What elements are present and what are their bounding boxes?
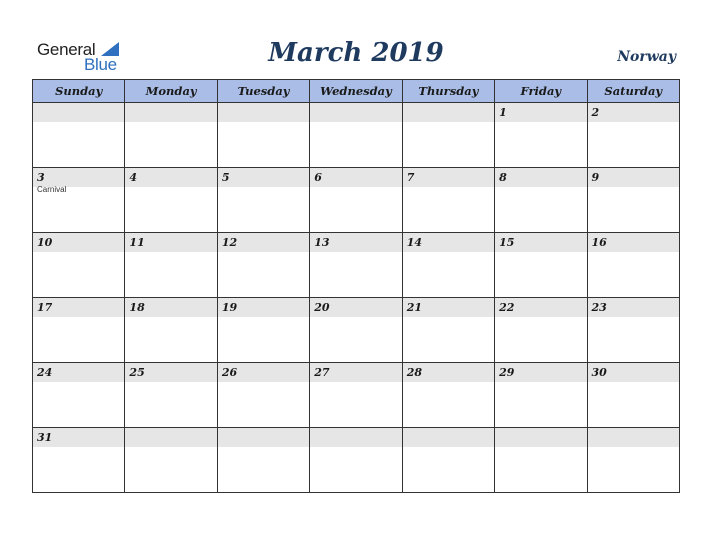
weekday-sunday: Sunday: [33, 80, 125, 103]
day-number: [125, 103, 216, 122]
day-number: 2: [588, 103, 679, 122]
day-cell: [125, 168, 217, 233]
day-cell: [125, 298, 217, 363]
day-number: [33, 103, 124, 122]
day-number: [588, 428, 679, 447]
day-cell: [33, 298, 125, 363]
day-number: 29: [495, 363, 586, 382]
day-number: 30: [588, 363, 679, 382]
day-number: [403, 103, 494, 122]
day-cell: [587, 428, 679, 493]
day-cell: [33, 103, 125, 168]
day-cell: [587, 233, 679, 298]
day-cell: [495, 168, 587, 233]
day-number: 12: [218, 233, 309, 252]
day-number: 13: [310, 233, 401, 252]
day-cell: [402, 428, 494, 493]
day-cell: [217, 103, 309, 168]
day-number: 19: [218, 298, 309, 317]
day-cell: [33, 363, 125, 428]
day-cell: [217, 233, 309, 298]
day-cell: [587, 363, 679, 428]
weekday-saturday: Saturday: [587, 80, 679, 103]
day-number: 14: [403, 233, 494, 252]
day-cell: [125, 428, 217, 493]
day-cell: [402, 103, 494, 168]
day-cell: [217, 363, 309, 428]
day-cell: [495, 363, 587, 428]
day-cell: [495, 428, 587, 493]
day-number: [310, 103, 401, 122]
day-number: 31: [33, 428, 124, 447]
day-number: 5: [218, 168, 309, 187]
day-cell: [125, 363, 217, 428]
day-number: 27: [310, 363, 401, 382]
logo-text-blue: Blue: [84, 55, 117, 74]
day-cell: [33, 233, 125, 298]
day-cell: [310, 298, 402, 363]
week-row: [33, 363, 680, 428]
day-number: 28: [403, 363, 494, 382]
day-cell: [125, 233, 217, 298]
day-number: 23: [588, 298, 679, 317]
day-number: 8: [495, 168, 586, 187]
day-number: [218, 428, 309, 447]
day-number: 4: [125, 168, 216, 187]
week-row: [33, 233, 680, 298]
day-cell: [587, 168, 679, 233]
day-number: 11: [125, 233, 216, 252]
day-cell: [217, 298, 309, 363]
month-calendar: [32, 79, 680, 493]
day-number: 24: [33, 363, 124, 382]
day-number: 26: [218, 363, 309, 382]
day-cell: [310, 168, 402, 233]
day-cell: [402, 168, 494, 233]
calendar-title: March 2019: [268, 38, 444, 68]
day-number: 17: [33, 298, 124, 317]
day-cell: [402, 298, 494, 363]
holiday-label: Carnival: [37, 185, 67, 194]
day-cell: [495, 233, 587, 298]
day-cell: [310, 428, 402, 493]
day-number: [218, 103, 309, 122]
day-cell: [217, 168, 309, 233]
day-number: 10: [33, 233, 124, 252]
week-row: [33, 103, 680, 168]
weekday-monday: Monday: [125, 80, 217, 103]
day-cell: [495, 298, 587, 363]
day-cell: [33, 168, 125, 233]
day-cell: [587, 298, 679, 363]
weekday-thursday: Thursday: [402, 80, 494, 103]
logo-text-general: General: [37, 40, 96, 59]
day-number: [495, 428, 586, 447]
day-cell: [33, 428, 125, 493]
day-number: 25: [125, 363, 216, 382]
day-number: 6: [310, 168, 401, 187]
weekday-tuesday: Tuesday: [217, 80, 309, 103]
weekday-friday: Friday: [495, 80, 587, 103]
day-number: 9: [588, 168, 679, 187]
day-number: [310, 428, 401, 447]
weekday-wednesday: Wednesday: [310, 80, 402, 103]
day-cell: [587, 103, 679, 168]
day-cell: [402, 233, 494, 298]
day-cell: [310, 103, 402, 168]
day-number: 21: [403, 298, 494, 317]
day-number: [125, 428, 216, 447]
country-label: Norway: [617, 49, 676, 65]
day-number: [403, 428, 494, 447]
day-number: 16: [588, 233, 679, 252]
day-cell: [495, 103, 587, 168]
weekday-header-row: [33, 80, 680, 103]
day-number: 1: [495, 103, 586, 122]
day-number: 20: [310, 298, 401, 317]
day-number: 18: [125, 298, 216, 317]
day-number: 3: [33, 168, 124, 187]
day-cell: [125, 103, 217, 168]
week-row: [33, 298, 680, 363]
week-row: [33, 168, 680, 233]
day-number: 15: [495, 233, 586, 252]
day-cell: [310, 233, 402, 298]
day-number: 7: [403, 168, 494, 187]
day-number: 22: [495, 298, 586, 317]
day-cell: [217, 428, 309, 493]
week-row: [33, 428, 680, 493]
day-cell: [310, 363, 402, 428]
day-cell: [402, 363, 494, 428]
